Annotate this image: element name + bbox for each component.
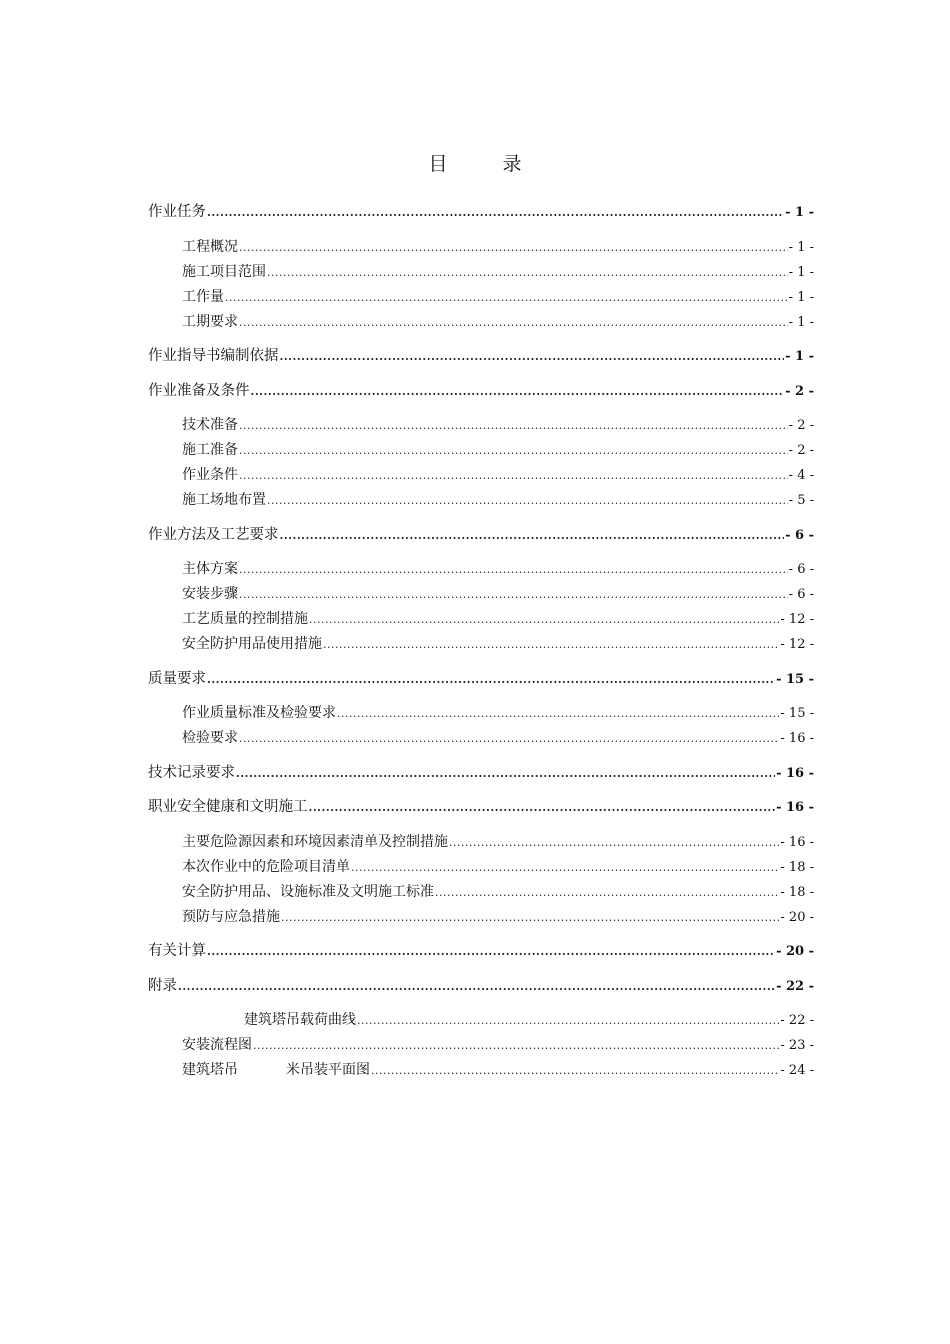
toc-page-number: - 18 - [780,884,814,900]
toc-entry-label: 主体方案 [182,561,238,577]
dot-leader [309,795,776,820]
toc-page-number: - 20 - [776,944,814,959]
dot-leader [309,607,779,632]
dot-leader [239,235,788,260]
toc-section-entry[interactable] [148,939,814,964]
toc-entry-label: 技术准备 [182,417,238,433]
toc-entry-label [182,1058,370,1083]
table-of-contents [148,200,814,1083]
toc-subsection-entry[interactable] [148,488,814,513]
dot-leader [178,974,775,999]
toc-page-number: - 6 - [785,527,814,543]
toc-subsection-entry[interactable] [148,855,814,880]
dot-leader [323,632,779,657]
toc-section-entry[interactable] [148,974,814,999]
toc-entry-label: 施工项目范围 [182,263,266,280]
dot-leader [239,463,788,488]
toc-page-number: - 16 - [776,765,814,781]
toc-page-number: - 22 - [776,978,814,994]
toc-entry-label: 安全防护用品使用措施 [182,636,322,652]
toc-entry-label: 有关计算 [148,943,206,959]
dot-leader [449,830,779,855]
dot-leader [239,582,788,607]
toc-entry-label: 作业方法及工艺要求 [148,526,279,543]
toc-entry-label: 工艺质量的控制措施 [182,611,308,627]
toc-page-number: - 1 - [785,349,814,364]
toc-page-number: - 24 - [780,1063,814,1078]
dot-leader [251,379,785,404]
dot-leader [236,761,775,786]
toc-subsection-entry[interactable] [148,726,814,751]
toc-page-number: - 6 - [788,587,814,602]
toc-subsection-entry[interactable] [148,830,814,855]
toc-page-number: - 16 - [780,834,814,850]
toc-page-number: - 16 - [776,800,814,815]
dot-leader [281,905,779,930]
toc-entry-label: 工程概况 [182,238,238,255]
toc-subsection-entry[interactable] [148,285,814,310]
toc-subsection-entry[interactable] [148,1008,814,1033]
toc-page-number: - 1 - [785,205,814,220]
toc-subsection-entry[interactable] [148,310,814,335]
toc-subsection-entry[interactable] [148,607,814,632]
toc-entry-label: 安装步骤 [182,586,238,602]
toc-page-number: - 2 - [788,443,814,458]
toc-page-number: - 1 - [788,314,814,330]
toc-page-number: - 15 - [776,671,814,687]
toc-entry-label: 工期要求 [182,313,238,330]
dot-leader [207,667,775,692]
toc-subsection-entry[interactable] [148,413,814,438]
toc-entry-label: 职业安全健康和文明施工 [148,799,308,815]
toc-subsection-entry[interactable] [148,701,814,726]
toc-subsection-entry[interactable] [148,582,814,607]
dot-leader [267,260,788,285]
toc-subsection-entry[interactable] [148,1058,814,1083]
dot-leader [207,200,784,225]
toc-entry-label: 作业准备及条件 [148,382,250,399]
toc-entry-label: 作业任务 [148,204,206,220]
toc-subsection-entry[interactable] [148,1033,814,1058]
toc-page-number: - 16 - [780,731,814,746]
toc-entry-label: 建筑塔吊载荷曲线 [244,1012,356,1028]
toc-page-number: - 12 - [780,637,814,652]
toc-entry-label: 本次作业中的危险项目清单 [182,858,350,875]
toc-subsection-entry[interactable] [148,632,814,657]
toc-page-number: - 18 - [780,859,814,875]
toc-entry-label: 主要危险源因素和环境因素清单及控制措施 [182,833,448,850]
toc-page-number: - 12 - [780,612,814,627]
dot-leader [351,855,779,880]
toc-page-number: - 5 - [788,493,814,508]
toc-subsection-entry[interactable] [148,260,814,285]
dot-leader [239,726,779,751]
toc-entry-label: 作业质量标准及检验要求 [182,705,336,721]
toc-entry-label: 工作量 [182,288,224,305]
dot-leader [280,523,785,548]
toc-section-entry[interactable] [148,523,814,548]
toc-subsection-entry[interactable] [148,905,814,930]
dot-leader [371,1058,779,1083]
toc-section-entry[interactable] [148,200,814,225]
toc-entry-label: 质量要求 [148,670,206,687]
toc-entry-label: 施工准备 [182,442,238,458]
toc-section-entry[interactable] [148,761,814,786]
toc-page-number: - 2 - [788,418,814,433]
toc-page-number: - 4 - [788,468,814,483]
toc-entry-label: 技术记录要求 [148,764,235,781]
toc-page-number: - 1 - [788,264,814,280]
toc-page-number: - 15 - [780,706,814,721]
dot-leader [435,880,779,905]
toc-entry-label: 施工场地布置 [182,492,266,508]
toc-page-number: - 23 - [780,1038,814,1053]
dot-leader [239,557,788,582]
toc-entry-label-part: 建筑塔吊 [182,1062,238,1078]
toc-section-entry[interactable] [148,344,814,369]
dot-leader [280,344,785,369]
page-title: 目 录 [428,153,540,175]
toc-entry-label: 安装流程图 [182,1037,252,1053]
toc-entry-label: 检验要求 [182,730,238,746]
toc-entry-label: 预防与应急措施 [182,908,280,925]
dot-leader [337,701,779,726]
toc-page-number: - 1 - [788,239,814,255]
toc-subsection-entry[interactable] [148,880,814,905]
dot-leader [267,488,788,513]
toc-subsection-entry[interactable] [148,557,814,582]
dot-leader [207,939,775,964]
toc-entry-label: 附录 [148,977,177,994]
toc-entry-label: 作业条件 [182,467,238,483]
toc-page-number: - 2 - [785,383,814,399]
toc-section-entry[interactable] [148,667,814,692]
dot-leader [239,438,788,463]
dot-leader [225,285,788,310]
toc-section-entry[interactable] [148,795,814,820]
toc-entry-label-part: 米吊装平面图 [286,1062,370,1078]
toc-page-number: - 20 - [780,909,814,925]
toc-page-number: - 6 - [788,562,814,577]
toc-subsection-entry[interactable] [148,438,814,463]
toc-subsection-entry[interactable] [148,463,814,488]
toc-page-number: - 22 - [780,1013,814,1028]
dot-leader [253,1033,779,1058]
toc-subsection-entry[interactable] [148,235,814,260]
toc-entry-label: 安全防护用品、设施标准及文明施工标准 [182,883,434,900]
toc-entry-label: 作业指导书编制依据 [148,348,279,364]
dot-leader [239,413,788,438]
toc-section-entry[interactable] [148,379,814,404]
toc-page-number: - 1 - [788,289,814,305]
dot-leader [239,310,788,335]
dot-leader [357,1008,779,1033]
